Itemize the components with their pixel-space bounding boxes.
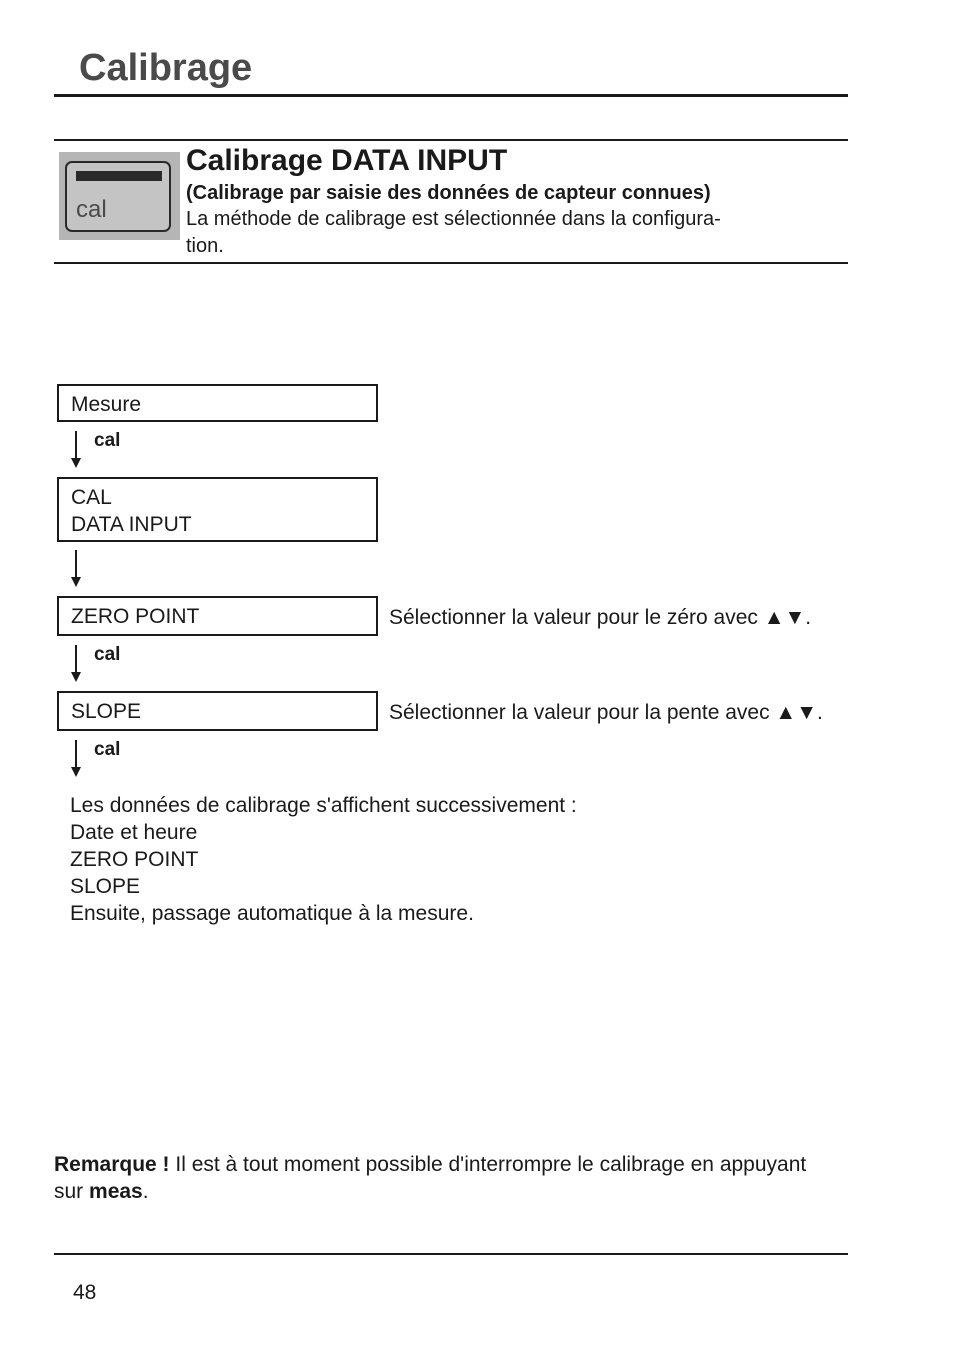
remark-key: meas bbox=[89, 1180, 143, 1203]
down-arrow-icon bbox=[69, 550, 83, 588]
page-title: Calibrage bbox=[79, 47, 253, 89]
result-line: ZERO POINT bbox=[70, 848, 199, 871]
cal-key-label: cal bbox=[94, 739, 121, 760]
down-arrow-icon bbox=[69, 645, 83, 683]
slope-hint: Sélectionner la valeur pour la pente avec ▲▼. bbox=[389, 701, 823, 724]
flow-box-zero-label: ZERO POINT bbox=[71, 605, 200, 628]
page-number: 48 bbox=[73, 1281, 97, 1304]
footer-rule bbox=[54, 1253, 848, 1255]
flow-box-measure-label: Mesure bbox=[71, 393, 142, 416]
section-top-rule bbox=[54, 139, 848, 141]
flow-box-measure bbox=[57, 384, 378, 422]
down-arrow-icon bbox=[69, 431, 83, 469]
cal-key-label: cal bbox=[94, 430, 121, 451]
down-arrow-icon bbox=[69, 740, 83, 778]
section-subtitle: (Calibrage par saisie des données de capteur connues) bbox=[186, 182, 711, 204]
lcd-display-image bbox=[59, 152, 180, 240]
header-rule bbox=[54, 94, 848, 97]
result-line: Date et heure bbox=[70, 821, 198, 844]
lcd-screen bbox=[65, 161, 171, 232]
remark-end: . bbox=[142, 1180, 149, 1203]
section-description-line-1: La méthode de calibrage est sélectionnée dans la configura- bbox=[186, 208, 721, 230]
section-description-line-2: tion. bbox=[186, 235, 224, 257]
result-line: Ensuite, passage automatique à la mesure. bbox=[70, 902, 474, 925]
zero-point-hint: Sélectionner la valeur pour le zéro avec ▲▼. bbox=[389, 606, 812, 629]
remark-note bbox=[54, 1151, 834, 1205]
result-line: Les données de calibrage s'affichent successivement : bbox=[70, 794, 577, 817]
flow-box-cal-line-2: DATA INPUT bbox=[71, 513, 192, 536]
flow-box-slope bbox=[57, 691, 378, 731]
flow-box-zero-point bbox=[57, 596, 378, 636]
remark-label: Remarque ! bbox=[54, 1153, 170, 1176]
section-bottom-rule bbox=[54, 262, 848, 264]
flow-box-cal-line-1: CAL bbox=[71, 486, 112, 509]
result-line: SLOPE bbox=[70, 875, 141, 898]
lcd-text: cal bbox=[76, 196, 107, 223]
lcd-bar bbox=[76, 171, 162, 181]
section-title: Calibrage DATA INPUT bbox=[186, 144, 508, 177]
flow-box-cal-data-input bbox=[57, 477, 378, 542]
flow-box-slope-label: SLOPE bbox=[71, 700, 142, 723]
remark-text: Il est à tout moment possible d'interrompre le calibrage en appuyant sur bbox=[54, 1153, 807, 1203]
cal-key-label: cal bbox=[94, 644, 121, 665]
